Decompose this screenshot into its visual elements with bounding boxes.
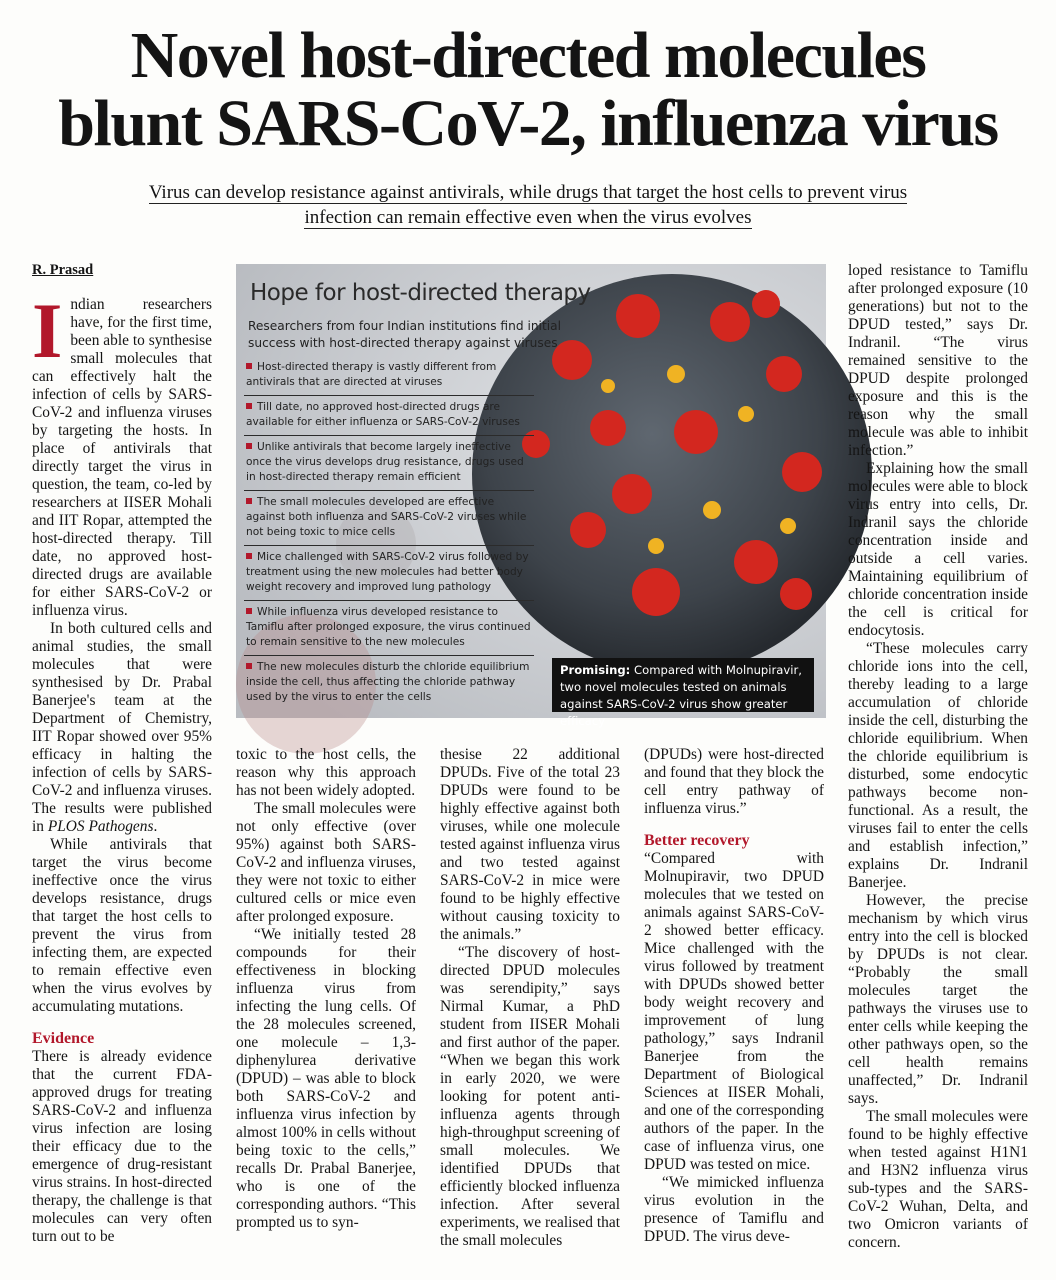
headline bbox=[0, 19, 1056, 160]
paragraph: The small molecules were found to be highly effective when tested against H1N1 and H3N2 influenza virus sub-types and the SARS-CoV-2 Wuhan, Delta, and two Omicron variants of concern. bbox=[848, 1108, 1028, 1251]
photo-caption bbox=[552, 658, 814, 728]
paragraph: Explaining how the small molecules were able to block virus entry into cells, Dr. Indranil says the chloride concentration inside and outside a cell varies. Maintaining equilibrium of chloride concentration inside the cell is critical for endocytosis. bbox=[848, 460, 1028, 639]
paragraph: “These molecules carry chloride ions into the cell, thereby leading to a large accumulation of chloride inside the cell, disturbing the chloride equilibrium. When the chloride equilibrium is disturbed, some endocytic pathways become non-functional. As a result, the viruses fail to enter the cells and establish infection,” explains Dr. Indranil Banerjee. bbox=[848, 640, 1028, 891]
paragraph: However, the precise mechanism by which virus entry into the cell is blocked by DPUDs is not clear. “Probably the small molecules target the pathways the viruses use to enter cells while keeping the other pathways open, so the cell health remains unaffected,” Dr. Indranil says. bbox=[848, 892, 1028, 1107]
bullet-text: While influenza virus developed resistance to Tamiflu after prolonged exposure, the virus continued to remain sensitive to the new molecules bbox=[246, 606, 531, 648]
infographic bbox=[236, 264, 826, 728]
bullet-item bbox=[244, 356, 534, 396]
paragraph: The small molecules were not only effective (over 95%) against both SARS-CoV-2 and influenza viruses, they were not toxic to either cultured cells or mice even after prolonged exposure. bbox=[236, 800, 416, 925]
paragraph: While antivirals that target the virus become ineffective once the virus develops resistance, drugs that target the host cells to prevent the virus from infecting them, are expected to remain effective even when the virus evolves by accumulating mutations. bbox=[32, 836, 212, 1015]
paragraph: thesise 22 additional DPUDs. Five of the total 23 DPUDs were found to be highly effective against both viruses, while one molecule tested against influenza virus and two tested against SARS-CoV-2 in mice were found to be highly effective without causing toxicity to the animals.” bbox=[440, 746, 620, 943]
bullet-text: The small molecules developed are effective against both influenza and SARS-CoV-2 viruses while not being toxic to mice cells bbox=[246, 496, 527, 538]
bullet-marker bbox=[246, 443, 252, 449]
caption-lead: Promising: bbox=[560, 663, 631, 677]
bullet-text: Mice challenged with SARS-CoV-2 virus followed by treatment using the new molecules had better body weight recovery and improved lung pathology bbox=[246, 551, 529, 593]
infographic-bullets bbox=[244, 356, 536, 710]
drop-cap: I bbox=[32, 287, 63, 374]
paragraph: “The discovery of host-directed DPUD molecules was serendipity,” says Nirmal Kumar, a PhD student from IISER Mohali and first author of the paper. “When we began this work in early 2020, we were looking for potent anti-influenza agents through high-throughput screening of small molecules. We identified DPUDs that efficiently blocked influenza infection. After several experiments, we realised that the small molecules bbox=[440, 944, 620, 1249]
standfirst-line-1: Virus can develop resistance against antivirals, while drugs that target the host cells to prevent virus bbox=[148, 182, 908, 203]
column-5 bbox=[848, 262, 1028, 1272]
bullet-marker bbox=[246, 608, 252, 614]
standfirst bbox=[60, 180, 996, 230]
headline-line-2: blunt SARS-CoV-2, influenza virus bbox=[58, 87, 998, 160]
bullet-marker bbox=[246, 553, 252, 559]
bullet-item bbox=[244, 656, 534, 710]
paragraph: There is already evidence that the current FDA-approved drugs for treating SARS-CoV-2 and influenza virus infection are losing their efficacy due to the emergence of drug-resistant virus strains. In host-directed therapy, the challenge is that molecules can very often turn out to be bbox=[32, 1048, 212, 1245]
lead-paragraph bbox=[32, 287, 212, 620]
paragraph bbox=[32, 620, 212, 836]
bullet-marker bbox=[246, 498, 252, 504]
bullet-item bbox=[244, 396, 534, 436]
caption-text: Compared with Molnupiravir, two novel molecules tested on animals against SARS-CoV-2 virus show greater efficacy bbox=[560, 663, 802, 728]
paragraph: “We mimicked influenza virus evolution in the presence of Tamiflu and DPUD. The virus deve- bbox=[644, 1174, 824, 1245]
column-3 bbox=[440, 746, 620, 1272]
paragraph: “Compared with Molnupiravir, two DPUD molecules that we tested on animals against SARS-CoV-2 showed better efficacy. Mice challenged with the virus followed by treatment with DPUDs showed better body weight recovery and improvement of lung pathology,” says Indranil Banerjee from the Department of Biological Sciences at IISER Mohali, and one of the corresponding authors of the paper. In the case of influenza virus, one DPUD was tested on mice. bbox=[644, 850, 824, 1173]
column-2 bbox=[236, 746, 416, 1272]
column-1 bbox=[32, 287, 212, 1272]
headline-line-1: Novel host-directed molecules bbox=[130, 19, 926, 92]
paragraph: (DPUDs) were host-directed and found that they block the cell entry pathway of influenza virus.” bbox=[644, 746, 824, 817]
bullet-text: Till date, no approved host-directed drugs are available for either influenza or SARS-CoV-2 viruses bbox=[246, 401, 520, 428]
paragraph-text: In both cultured cells and animal studies, the small molecules that were synthesised by Dr. Prabal Banerjee's team at the Department of Chemistry, IIT Ropar showed over 95% efficacy in halting the infection of cells by SARS-CoV-2 and influenza viruses. The results were published in bbox=[32, 620, 212, 835]
paragraph: “We initially tested 28 compounds for their effectiveness in blocking influenza virus from infecting the lung cells. Of the 28 molecules screened, one molecule – 1,3-diphenylurea derivative (DPUD) – was able to block both SARS-CoV-2 and influenza virus infection by almost 100% in cells without being toxic to the cells,” recalls Dr. Prabal Banerjee, who is one of the corresponding authors. “This prompted us to syn- bbox=[236, 926, 416, 1231]
paragraph: loped resistance to Tamiflu after prolonged exposure (10 generations) but not to the DPUD tested,” says Dr. Indranil. “The virus remained sensitive to the DPUD despite prolonged exposure and this is the reason why the small molecule was able to inhibit infection.” bbox=[848, 262, 1028, 459]
bullet-marker bbox=[246, 663, 252, 669]
section-heading-evidence: Evidence bbox=[32, 1030, 95, 1047]
bullet-text: The new molecules disturb the chloride equilibrium inside the cell, thus affecting the chloride pathway used by the virus to enter the cells bbox=[246, 661, 530, 703]
bullet-text: Unlike antivirals that become largely ineffective once the virus develops drug resistance, drugs used in host-directed therapy remain efficient bbox=[246, 441, 524, 483]
journal-name: PLOS Pathogens bbox=[47, 818, 154, 835]
bullet-text: Host-directed therapy is vastly different from antivirals that are directed at viruses bbox=[246, 361, 497, 388]
lead-paragraph-text: ndian researchers have, for the first time, been able to synthesise small molecules that can effectively halt the infection of cells by SARS-CoV-2 and influenza viruses by targeting the hosts. In place of antivirals that directly target the virus in question, the team, co-led by researchers at IISER Mohali and IIT Ropar, attempted the host-directed therapy. Till date, no approved host-directed drugs are available for either SARS-CoV-2 or influenza virus. bbox=[32, 296, 212, 619]
bullet-item bbox=[244, 601, 534, 656]
bullet-item bbox=[244, 436, 534, 491]
bullet-marker bbox=[246, 363, 252, 369]
column-4 bbox=[644, 746, 824, 1272]
paragraph-end: . bbox=[153, 818, 158, 835]
bullet-item bbox=[244, 546, 534, 601]
bullet-item bbox=[244, 491, 534, 546]
infographic-title: Hope for host-directed therapy bbox=[250, 280, 591, 306]
section-heading-better-recovery: Better recovery bbox=[644, 832, 750, 849]
byline: R. Prasad bbox=[32, 262, 94, 278]
infographic-intro: Researchers from four Indian institutions find initial success with host-directed therapy against viruses bbox=[248, 319, 561, 350]
standfirst-line-2: infection can remain effective even when the virus evolves bbox=[304, 207, 752, 228]
bullet-marker bbox=[246, 403, 252, 409]
paragraph: toxic to the host cells, the reason why this approach has not been widely adopted. bbox=[236, 746, 416, 799]
